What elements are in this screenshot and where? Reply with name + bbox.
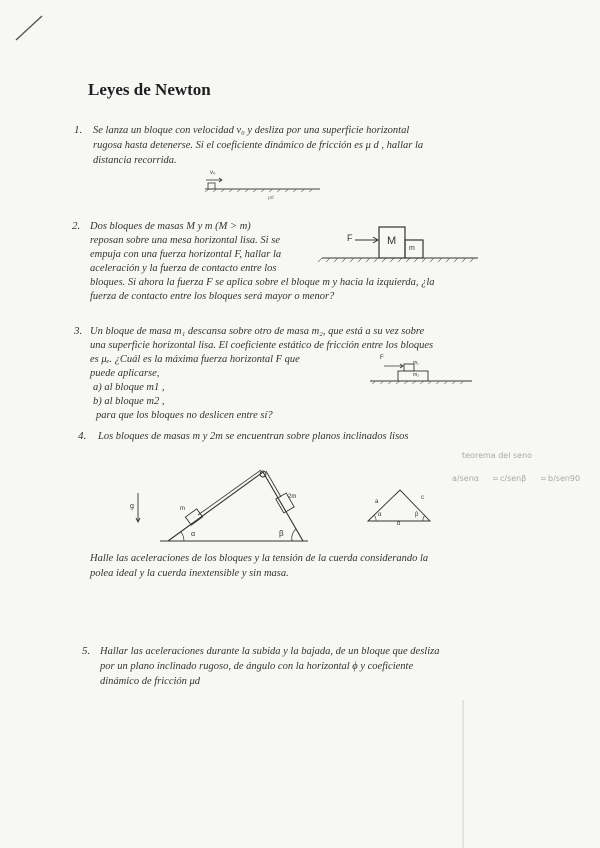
- problem-3-line-2: una superficie horizontal lisa. El coeficiente estático de fricción entre los bloques: [90, 340, 434, 351]
- problem-2-M-label: M: [387, 235, 397, 247]
- triangle-beta: β: [415, 512, 419, 518]
- problem-3-line-3: es μₑ. ¿Cuál es la máxima fuerza horizontal F que: [90, 354, 300, 365]
- problem-4-line-3: polea ideal y la cuerda inextensible y sin masa.: [90, 568, 289, 579]
- problem-4-line-1: Los bloques de masas m y 2m se encuentran sobre planos inclinados lisos: [98, 431, 409, 442]
- block-2m-label: 2m: [288, 494, 297, 500]
- problem-2-number: 2.: [72, 220, 81, 232]
- alpha-label: α: [191, 531, 196, 538]
- triangle-side-c: c: [421, 495, 424, 501]
- problem-2-line-5: bloques. Si ahora la fuerza F se aplica sobre el bloque m y hacia la izquierda, ¿la: [90, 277, 435, 288]
- problem-3-line-4: puede aplicarse,: [90, 368, 160, 379]
- problem-4-number: 4.: [78, 430, 87, 442]
- problem-5-line-1: Hallar las aceleraciones durante la subida y la bajada, de un bloque que desliza: [100, 646, 440, 657]
- problem-1-surface-label: μd: [268, 195, 274, 201]
- problem-5-line-2: por un plano inclinado rugoso, de ángulo con la horizontal ϕ y coeficiente: [100, 661, 414, 672]
- handwritten-term-2: c/senβ: [500, 474, 527, 483]
- handwritten-term-1: a/senα: [452, 474, 480, 483]
- problem-5-line-3: dinámico de fricción μd: [100, 676, 201, 687]
- problem-1-number: 1.: [74, 124, 83, 136]
- problem-3-line-7: para que los bloques no deslicen entre sí?: [96, 410, 273, 421]
- triangle-side-a: a: [375, 499, 379, 505]
- problem-2-line-4: aceleración y la fuerza de contacto entre los: [90, 263, 277, 274]
- problem-2-line-1: Dos bloques de masas M y m (M > m): [90, 221, 251, 232]
- problem-3-m2-label: m₂: [413, 372, 420, 378]
- problem-2-line-6: fuerza de contacto entre los bloques será mayor o menor?: [90, 291, 335, 302]
- problem-1-line-1: Se lanza un bloque con velocidad v₀ y desliza por una superficie horizontal: [93, 125, 410, 136]
- problem-5-number: 5.: [82, 645, 91, 657]
- problem-1-line-3: distancia recorrida.: [93, 155, 177, 166]
- problem-4-line-2: Halle las aceleraciones de los bloques y la tensión de la cuerda considerando la: [90, 553, 429, 564]
- block-m-label: m: [180, 506, 185, 512]
- beta-label: β: [279, 529, 284, 538]
- handwritten-eq-1: =: [492, 474, 499, 483]
- handwritten-term-3: b/sen90: [548, 474, 581, 483]
- problem-2-m-label: m: [409, 245, 415, 252]
- problem-3-number: 3.: [74, 325, 83, 337]
- gravity-label: g: [130, 503, 134, 510]
- problem-3-line-5: a) al bloque m1 ,: [93, 382, 165, 393]
- problem-2-line-3: empuja con una fuerza horizontal F, hallar la: [90, 249, 282, 260]
- problem-2-force-label: F: [347, 233, 353, 243]
- problem-3-line-1: Un bloque de masa m₁ descansa sobre otro de masa m₂, que está a su vez sobre: [90, 326, 425, 337]
- page-title: Leyes de Newton: [88, 80, 211, 99]
- handwritten-eq-2: =: [540, 474, 547, 483]
- handwritten-heading: teorema del seno: [462, 451, 533, 460]
- problem-3-force-label: F: [380, 355, 384, 361]
- problem-3-m1-label: m₁: [413, 360, 419, 366]
- triangle-side-b: b: [397, 521, 401, 527]
- problem-1-line-2: rugosa hasta detenerse. Si el coeficiente dinámico de fricción es μ d , hallar la: [93, 140, 424, 151]
- problem-3-line-6: b) al bloque m2 ,: [93, 396, 165, 407]
- problem-2-line-2: reposan sobre una mesa horizontal lisa. Si se: [90, 235, 280, 246]
- problem-1-velocity-label: v₀: [210, 170, 216, 176]
- triangle-alpha: α: [378, 512, 382, 518]
